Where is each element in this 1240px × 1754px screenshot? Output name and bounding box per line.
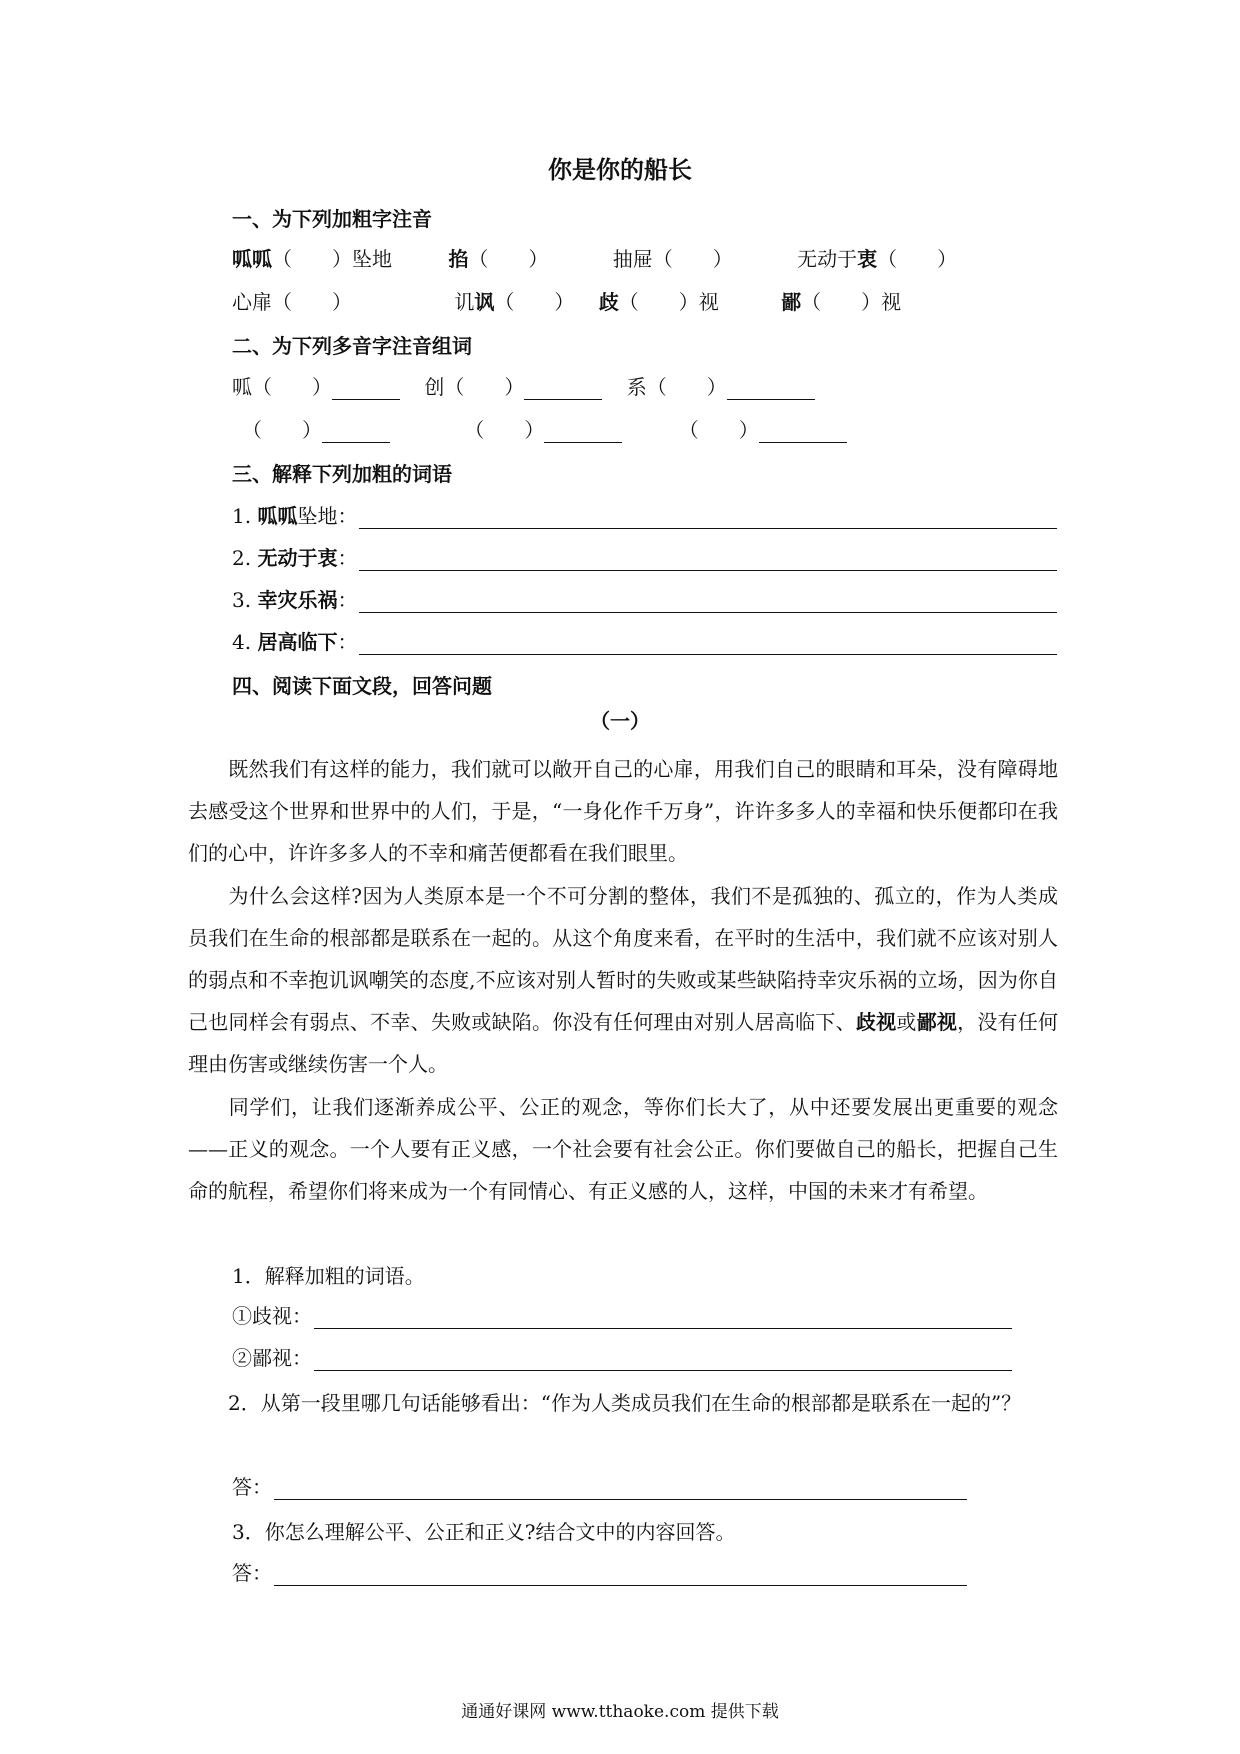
blank: （ ） bbox=[877, 247, 958, 271]
answer-line[interactable] bbox=[524, 379, 602, 400]
vocab-item-3: 3. 幸灾乐祸： bbox=[232, 584, 1057, 613]
word: 抽屉 bbox=[612, 247, 653, 271]
blank: （ ）坠地 bbox=[272, 247, 392, 271]
polyphone-row-2 bbox=[242, 414, 847, 443]
char-blank: 呱（ ） bbox=[232, 375, 332, 399]
word: 呱呱 bbox=[232, 247, 272, 271]
word: 无动于 bbox=[797, 247, 858, 271]
page-title: 你是你的船长 bbox=[548, 156, 692, 184]
blank: （ ） bbox=[242, 418, 322, 442]
section-4-heading: 四、阅读下面文段，回答问题 bbox=[232, 674, 492, 698]
q1-answer-a: ①歧视： bbox=[232, 1300, 1012, 1329]
answer-line[interactable] bbox=[274, 1563, 967, 1586]
blank: （ ） bbox=[464, 418, 545, 442]
vocab-item-1: 1. 呱呱坠地： bbox=[232, 500, 1057, 529]
paragraph-1: 既然我们有这样的能力，我们就可以敞开自己的心扉，用我们自己的眼睛和耳朵，没有障碍地去感受这个世界和世界中的人们，于是，“一身化作千万身”，许许多多人的幸福和快乐便都印在我们的心中，许许多多人的不幸和痛苦便都看在我们眼里。 bbox=[188, 757, 1058, 865]
word: 歧 bbox=[598, 290, 619, 314]
word: 掐 bbox=[448, 247, 469, 271]
word: 讽 bbox=[474, 290, 495, 314]
answer-line[interactable] bbox=[359, 590, 1057, 613]
blank: （ ） bbox=[678, 418, 759, 442]
word: 衷 bbox=[857, 247, 878, 271]
answer-line[interactable] bbox=[544, 422, 622, 443]
answer-line[interactable] bbox=[359, 548, 1057, 571]
q2-answer: 答： bbox=[232, 1471, 967, 1500]
blank: （ ） bbox=[494, 290, 575, 314]
section-3-heading: 三、解释下列加粗的词语 bbox=[232, 462, 452, 486]
passage-number: （一） bbox=[590, 709, 650, 733]
blank: （ ） bbox=[468, 247, 549, 271]
blank: （ ）视 bbox=[801, 290, 902, 314]
word: 心扉 bbox=[232, 290, 272, 314]
char-blank: 系（ ） bbox=[626, 375, 727, 399]
pinyin-row-1 bbox=[232, 243, 957, 272]
q1-answer-b: ②鄙视： bbox=[232, 1342, 1012, 1371]
vocab-item-2: 2. 无动于衷： bbox=[232, 542, 1057, 571]
answer-line[interactable] bbox=[332, 379, 400, 400]
blank: （ ）视 bbox=[618, 290, 719, 314]
blank: （ ） bbox=[652, 247, 733, 271]
answer-line[interactable] bbox=[727, 379, 815, 400]
answer-line[interactable] bbox=[274, 1477, 967, 1500]
question-1: 1．解释加粗的词语。 bbox=[232, 1264, 425, 1288]
polyphone-row-1 bbox=[232, 371, 815, 400]
blank: （ ） bbox=[272, 290, 352, 314]
answer-line[interactable] bbox=[359, 506, 1057, 529]
word: 讥 bbox=[454, 290, 475, 314]
question-3: 3．你怎么理解公平、公正和正义?结合文中的内容回答。 bbox=[232, 1520, 736, 1544]
section-2-heading: 二、为下列多音字注音组词 bbox=[232, 334, 472, 358]
question-2: 2．从第一段里哪几句话能够看出：“作为人类成员我们在生命的根部都是联系在一起的”？ bbox=[228, 1391, 1022, 1415]
answer-line[interactable] bbox=[314, 1306, 1012, 1329]
answer-line[interactable] bbox=[359, 632, 1057, 655]
word: 鄙 bbox=[781, 290, 802, 314]
paragraph-2: 为什么会这样?因为人类原本是一个不可分割的整体，我们不是孤独的、孤立的，作为人类成员我们在生命的根部都是联系在一起的。从这个角度来看，在平时的生活中，我们就不应该对别人的弱点和不幸抱讥讽嘲笑的态度,不应该对别人暂时的失败或某些缺陷持幸灾乐祸的立场，因为你自己也同样会有弱点、不幸、失败或缺陷。你没有任何理由对别人居高临下、歧视或鄙视，没有任何理由伤害或继续伤害一个人。 bbox=[188, 884, 1059, 1076]
answer-line[interactable] bbox=[322, 422, 390, 443]
char-blank: 创（ ） bbox=[424, 375, 525, 399]
pinyin-row-2 bbox=[232, 286, 901, 315]
page-footer: 通通好课网 www.tthaoke.com 提供下载 bbox=[461, 1702, 779, 1722]
answer-line[interactable] bbox=[759, 422, 847, 443]
answer-line[interactable] bbox=[314, 1348, 1012, 1371]
paragraph-3: 同学们，让我们逐渐养成公平、公正的观念，等你们长大了，从中还要发展出更重要的观念——正义的观念。一个人要有正义感，一个社会要有社会公正。你们要做自己的船长，把握自己生命的航程，希望你们将来成为一个有同情心、有正义感的人，这样，中国的未来才有希望。 bbox=[188, 1095, 1058, 1203]
q3-answer: 答： bbox=[232, 1557, 967, 1586]
section-1-heading: 一、为下列加粗字注音 bbox=[232, 207, 432, 231]
vocab-item-4: 4. 居高临下： bbox=[232, 626, 1057, 655]
